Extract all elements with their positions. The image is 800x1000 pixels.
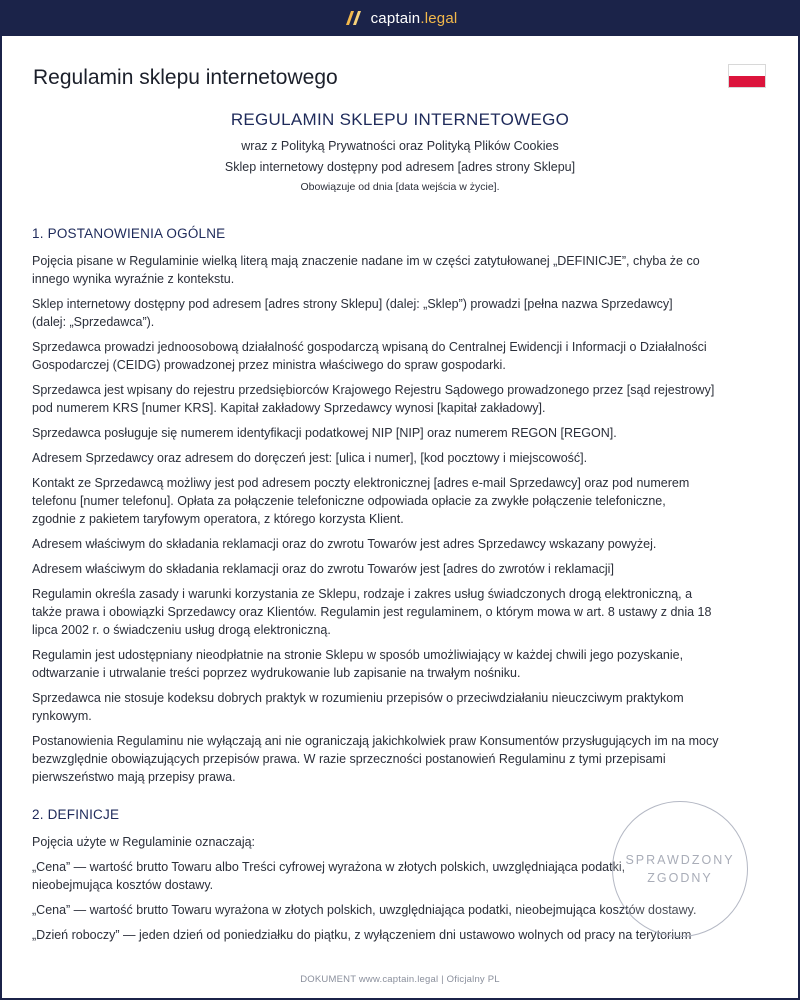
paragraph-line: (dalej: „Sprzedawca”). bbox=[32, 315, 155, 329]
paragraph-line: Adresem właściwym do składania reklamacji oraz do zwrotu Towarów jest [adres do zwrotów i reklamacji] bbox=[32, 562, 614, 576]
paragraph-line: Gospodarczej (CEIDG) prowadzonej przez ministra właściwego do spraw gospodarki. bbox=[32, 358, 506, 372]
paragraph-line: Pojęcia użyte w Regulaminie oznaczają: bbox=[32, 835, 256, 849]
paragraph-line: zgodnie z pakietem taryfowym operatora, z którego korzysta Klient. bbox=[32, 512, 404, 526]
paragraph-line: bezwzględnie obowiązujących przepisów prawa. W razie sprzeczności postanowień Regulaminu z tymi przepisami bbox=[32, 752, 666, 766]
paragraph bbox=[32, 646, 798, 682]
logo-icon bbox=[343, 10, 362, 26]
paragraph-line: telefonu [numer telefonu]. Opłata za połączenie telefoniczne odpowiada opłacie za zwykłe połączenie telefoniczne, bbox=[32, 494, 666, 508]
paragraph-line: Sprzedawca posługuje się numerem identyfikacji podatkowej NIP [NIP] oraz numerem REGON [REGON]. bbox=[32, 426, 617, 440]
paragraph-line: Sprzedawca prowadzi jednoosobową działalność gospodarczą wpisaną do Centralnej Ewidencji i Informacji o Działalności bbox=[32, 340, 707, 354]
paragraph bbox=[32, 535, 798, 553]
document-effective-date: Obowiązuje od dnia [data wejścia w życie]. bbox=[300, 181, 500, 193]
paragraph bbox=[32, 585, 798, 639]
paragraph-line: Regulamin określa zasady i warunki korzystania ze Sklepu, rodzaje i zakres usług świadczonych drogą elektroniczną, a bbox=[32, 587, 693, 601]
paragraph bbox=[32, 449, 798, 467]
page-title: Regulamin sklepu internetowego bbox=[33, 66, 338, 89]
top-bar bbox=[0, 0, 800, 36]
paragraph-line: „Cena” — wartość brutto Towaru wyrażona w złotych polskich, uwzględniająca podatki, nieobejmująca kosztów dostawy. bbox=[32, 903, 697, 917]
paragraph-line: pierwszeństwo mają przepisy prawa. bbox=[32, 770, 236, 784]
document-heading: REGULAMIN SKLEPU INTERNETOWEGO bbox=[230, 110, 570, 129]
paragraph-line: Regulamin jest udostępniany nieodpłatnie na stronie Sklepu w sposób umożliwiający w każdej chwili jego pozyskanie, bbox=[32, 648, 684, 662]
paragraph-line: pod numerem KRS [numer KRS]. Kapitał zakładowy Sprzedawcy wynosi [kapitał zakładowy]. bbox=[32, 401, 546, 415]
document-header bbox=[2, 110, 798, 193]
section-heading: 1. POSTANOWIENIA OGÓLNE bbox=[32, 226, 226, 241]
document-address: Sklep internetowy dostępny pod adresem [adres strony Sklepu] bbox=[224, 160, 576, 174]
verified-stamp bbox=[612, 801, 748, 937]
paragraph bbox=[32, 295, 798, 331]
document-footer: DOKUMENT www.captain.legal | Oficjalny PL bbox=[300, 974, 500, 985]
paragraph-line: odtwarzanie i utrwalanie treści poprzez wydrukowanie lub zapisanie na trwałym nośniku. bbox=[32, 666, 521, 680]
section-heading: 2. DEFINICJE bbox=[32, 807, 120, 822]
paragraph bbox=[32, 252, 798, 288]
paragraph bbox=[32, 338, 798, 374]
poland-flag-icon[interactable] bbox=[728, 64, 766, 88]
paragraph-line: rynkowym. bbox=[32, 709, 92, 723]
paragraph bbox=[32, 689, 798, 725]
paragraph-line: Kontakt ze Sprzedawcą możliwy jest pod adresem poczty elektronicznej [adres e-mail Sprzedawcy] oraz pod numerem bbox=[32, 476, 690, 490]
paragraph-line: Pojęcia pisane w Regulaminie wielką literą mają znaczenie nadane im w części zatytułowanej „DEFINICJE”, chyba że co bbox=[32, 254, 700, 268]
document-subtitle: wraz z Polityką Prywatności oraz Polityką Plików Cookies bbox=[241, 139, 559, 153]
paragraph-line: także prawa i obowiązki Sprzedawcy oraz Klientów. Regulamin jest regulaminem, o którym mowa w art. 8 ustawy z dnia 18 bbox=[32, 605, 712, 619]
paragraph bbox=[32, 381, 798, 417]
paragraph bbox=[32, 732, 798, 786]
paragraph-line: nieobejmująca kosztów dostawy. bbox=[32, 878, 214, 892]
paragraph-line: Sklep internetowy dostępny pod adresem [adres strony Sklepu] (dalej: „Sklep”) prowadzi [pełna nazwa Sprzedawcy] bbox=[32, 297, 673, 311]
paragraph-line: „Cena” — wartość brutto Towaru albo Treści cyfrowej wyrażona w złotych polskich, uwzględniająca podatki, bbox=[32, 860, 626, 874]
paragraph-line: Sprzedawca jest wpisany do rejestru przedsiębiorców Krajowego Rejestru Sądowego prowadzonego przez [sąd rejestrowy] bbox=[32, 383, 715, 397]
paragraph-line: „Dzień roboczy” — jeden dzień od poniedziałku do piątku, z wyłączeniem dni ustawowo wolnych od pracy na terytorium bbox=[32, 928, 692, 942]
paragraph bbox=[32, 424, 798, 442]
stamp-line-2: ZGODNY bbox=[647, 871, 713, 885]
document-card bbox=[2, 36, 798, 998]
paragraph-line: Postanowienia Regulaminu nie wyłączają ani nie ograniczają jakichkolwiek praw Konsumentów przysługujących im na mocy bbox=[32, 734, 719, 748]
stamp-line-1: SPRAWDZONY bbox=[625, 853, 735, 867]
brand-logo[interactable] bbox=[343, 10, 458, 27]
brand-name: captain.legal bbox=[370, 9, 458, 27]
paragraph-line: Adresem właściwym do składania reklamacji oraz do zwrotu Towarów jest adres Sprzedawcy wskazany powyżej. bbox=[32, 537, 657, 551]
paragraph-line: Adresem Sprzedawcy oraz adresem do doręczeń jest: [ulica i numer], [kod pocztowy i miejscowość]. bbox=[32, 451, 588, 465]
paragraph bbox=[32, 474, 798, 528]
paragraph bbox=[32, 560, 798, 578]
paragraph-line: Sprzedawca nie stosuje kodeksu dobrych praktyk w rozumieniu przepisów o przeciwdziałaniu nieuczciwym praktykom bbox=[32, 691, 684, 705]
paragraph-line: lipca 2002 r. o świadczeniu usług drogą elektroniczną. bbox=[32, 623, 331, 637]
paragraph-line: innego wynika wyraźnie z kontekstu. bbox=[32, 272, 235, 286]
